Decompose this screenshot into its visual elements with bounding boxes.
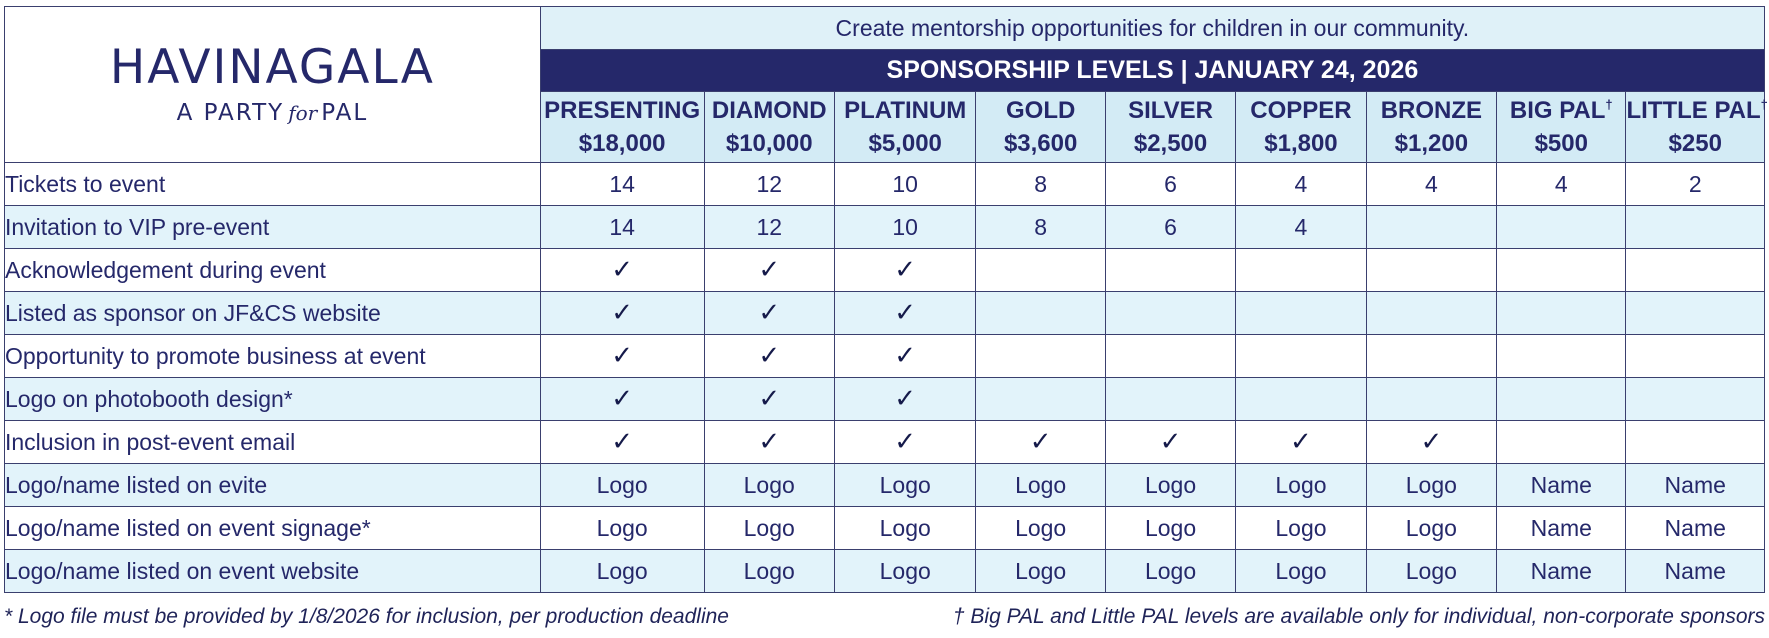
tier-name-text: BIG PAL: [1509, 97, 1606, 124]
benefit-cell: [1236, 550, 1366, 593]
tier-name: [1497, 94, 1625, 127]
benefit-cell: [704, 507, 834, 550]
benefit-cell: [1626, 249, 1765, 292]
logo-block: [5, 7, 541, 163]
benefit-cell: [704, 335, 834, 378]
benefit-cell: [1497, 206, 1626, 249]
benefit-cell: [1236, 378, 1366, 421]
checkmark-icon: ✓: [894, 255, 917, 285]
benefit-cell: [976, 507, 1105, 550]
checkmark-icon: ✓: [1029, 427, 1052, 457]
benefit-cell: [976, 464, 1105, 507]
benefit-cell: [834, 249, 976, 292]
benefit-value: Logo: [596, 557, 648, 584]
benefit-value: 4: [1424, 170, 1438, 197]
benefit-value: 6: [1164, 170, 1177, 197]
tier-name-text: LITTLE PAL: [1626, 97, 1761, 124]
benefit-row: [5, 378, 1765, 421]
dagger-mark: †: [1605, 97, 1613, 112]
benefit-value: 14: [609, 170, 635, 197]
benefit-cell: [1626, 550, 1765, 593]
tier-name: [541, 94, 704, 127]
benefit-cell: [1105, 292, 1235, 335]
benefit-value: Name: [1664, 471, 1726, 498]
tier-price: $3,600: [1003, 130, 1078, 157]
benefit-value: Name: [1530, 514, 1592, 541]
benefit-label: Opportunity to promote business at event: [5, 335, 541, 378]
checkmark-icon: ✓: [894, 427, 917, 457]
benefit-cell: [1366, 249, 1496, 292]
tier-header-presenting: [540, 92, 704, 163]
footnotes: [4, 605, 1765, 633]
tier-name: [1106, 94, 1235, 127]
tier-header-gold: [976, 92, 1105, 163]
tier-header-silver: [1105, 92, 1235, 163]
benefit-label: Logo/name listed on event website: [5, 550, 541, 593]
benefit-cell: [1626, 206, 1765, 249]
benefit-value: 2: [1688, 170, 1702, 197]
benefit-label: Listed as sponsor on JF&CS website: [5, 292, 541, 335]
logo-title: HAVINAGALA: [109, 39, 435, 95]
benefit-value: 4: [1554, 170, 1568, 197]
benefit-cell: [540, 206, 704, 249]
benefit-value: Logo: [1405, 514, 1457, 541]
benefit-cell: [704, 421, 834, 464]
benefit-cell: [704, 550, 834, 593]
benefit-row: [5, 249, 1765, 292]
benefit-cell: [834, 163, 976, 206]
benefit-cell: [1366, 550, 1496, 593]
benefit-value: Logo: [1144, 514, 1197, 541]
benefit-cell: [1105, 378, 1235, 421]
benefit-cell: [1236, 292, 1366, 335]
tier-header-bronze: [1366, 92, 1496, 163]
checkmark-icon: ✓: [1420, 427, 1443, 457]
benefit-label: Logo/name listed on evite: [5, 464, 541, 507]
benefit-cell: [834, 464, 976, 507]
benefit-value: Logo: [1015, 557, 1067, 584]
benefit-value: Name: [1664, 514, 1726, 541]
benefit-cell: [1497, 249, 1626, 292]
benefit-cell: [1497, 421, 1626, 464]
benefit-cell: [1497, 550, 1626, 593]
benefit-cell: [704, 206, 834, 249]
tier-price: $1,800: [1264, 130, 1338, 157]
benefit-cell: [1105, 206, 1235, 249]
benefit-value: Logo: [1015, 471, 1067, 498]
logo-sub-before: A PARTY: [176, 99, 285, 126]
checkmark-icon: ✓: [894, 384, 917, 414]
benefit-cell: [976, 292, 1105, 335]
benefit-cell: [1497, 335, 1626, 378]
benefit-cell: [1497, 292, 1626, 335]
checkmark-icon: ✓: [611, 384, 634, 414]
benefit-cell: [1626, 163, 1765, 206]
tier-name-text: PRESENTING: [544, 97, 701, 124]
benefit-cell: [1366, 292, 1496, 335]
benefit-cell: [1497, 464, 1626, 507]
benefit-row: [5, 292, 1765, 335]
benefit-cell: [1626, 378, 1765, 421]
tier-price: $10,000: [725, 130, 813, 157]
benefit-cell: [1105, 249, 1235, 292]
tagline: Create mentorship opportunities for children in our community.: [540, 7, 1764, 50]
benefit-cell: [976, 249, 1105, 292]
benefit-cell: [1497, 163, 1626, 206]
benefit-cell: [540, 421, 704, 464]
benefit-cell: [1366, 421, 1496, 464]
benefit-value: Logo: [596, 514, 648, 541]
benefit-cell: [834, 507, 976, 550]
benefit-cell: [1626, 292, 1765, 335]
benefit-cell: [1626, 421, 1765, 464]
benefit-cell: [1105, 421, 1235, 464]
benefit-value: Name: [1530, 557, 1592, 584]
benefit-value: 4: [1294, 170, 1308, 197]
benefit-value: Logo: [879, 514, 931, 541]
benefit-label: Inclusion in post-event email: [5, 421, 541, 464]
benefit-cell: [1366, 163, 1496, 206]
tier-header-platinum: [834, 92, 976, 163]
benefit-cell: [1366, 464, 1496, 507]
benefit-value: Logo: [879, 471, 931, 498]
benefit-value: Logo: [1144, 557, 1197, 584]
checkmark-icon: ✓: [1159, 427, 1182, 457]
logo-sub-for: for: [288, 100, 318, 125]
benefit-cell: [540, 292, 704, 335]
benefit-cell: [976, 550, 1105, 593]
benefit-cell: [1366, 507, 1496, 550]
benefit-label: Tickets to event: [5, 163, 541, 206]
benefit-value: Name: [1664, 557, 1726, 584]
benefit-value: Logo: [596, 471, 648, 498]
benefit-label: Acknowledgement during event: [5, 249, 541, 292]
benefit-value: 8: [1034, 170, 1048, 197]
checkmark-icon: ✓: [611, 427, 634, 457]
benefit-row: [5, 421, 1765, 464]
checkmark-icon: ✓: [758, 427, 781, 457]
benefit-cell: [1366, 378, 1496, 421]
benefit-cell: [1236, 335, 1366, 378]
benefit-cell: [1105, 550, 1235, 593]
benefit-value: 12: [756, 213, 783, 240]
benefit-value: 12: [756, 170, 783, 197]
benefit-cell: [834, 206, 976, 249]
tier-header-little-pal: [1626, 92, 1768, 163]
sponsorship-levels-title: SPONSORSHIP LEVELS | JANUARY 24, 2026: [540, 50, 1764, 92]
benefit-label: Invitation to VIP pre-event: [5, 206, 541, 249]
tier-name: [835, 94, 976, 127]
benefit-row: [5, 464, 1765, 507]
benefit-cell: [834, 292, 976, 335]
tier-name-text: DIAMOND: [711, 97, 827, 124]
tier-price: $250: [1668, 130, 1722, 157]
benefit-cell: [1236, 464, 1366, 507]
checkmark-icon: ✓: [611, 298, 634, 328]
tier-name: [1236, 94, 1365, 127]
benefit-cell: [540, 378, 704, 421]
tier-name: [705, 94, 834, 127]
benefit-row: [5, 335, 1765, 378]
benefit-row: [5, 163, 1765, 206]
benefit-cell: [976, 378, 1105, 421]
benefit-cell: [1626, 335, 1765, 378]
benefit-cell: [976, 163, 1105, 206]
tier-name: [976, 94, 1104, 127]
benefit-cell: [540, 507, 704, 550]
benefit-cell: [834, 335, 976, 378]
benefit-value: 14: [609, 213, 635, 240]
checkmark-icon: ✓: [758, 298, 781, 328]
benefit-value: Logo: [879, 557, 931, 584]
benefit-value: Logo: [743, 514, 795, 541]
benefit-value: 6: [1164, 213, 1177, 240]
tier-name-text: PLATINUM: [844, 97, 967, 124]
checkmark-icon: ✓: [611, 255, 634, 285]
benefit-cell: [976, 206, 1105, 249]
benefit-value: 10: [892, 170, 918, 197]
checkmark-icon: ✓: [758, 341, 781, 371]
benefit-cell: [1366, 335, 1496, 378]
benefit-cell: [540, 335, 704, 378]
benefit-label: Logo/name listed on event signage*: [5, 507, 541, 550]
benefit-cell: [540, 464, 704, 507]
benefit-cell: [976, 421, 1105, 464]
benefit-cell: [1236, 163, 1366, 206]
tier-price: $5,000: [868, 130, 942, 157]
benefit-label: Logo on photobooth design*: [5, 378, 541, 421]
benefit-cell: [704, 249, 834, 292]
benefit-value: 10: [892, 213, 918, 240]
benefit-value: 8: [1034, 213, 1048, 240]
tier-price: $18,000: [578, 130, 666, 157]
benefit-value: Logo: [1275, 514, 1327, 541]
tier-header-copper: [1236, 92, 1366, 163]
benefit-cell: [540, 249, 704, 292]
benefit-cell: [976, 335, 1105, 378]
tier-name-text: COPPER: [1250, 97, 1352, 124]
benefit-value: Logo: [743, 557, 795, 584]
tier-name-text: SILVER: [1128, 97, 1213, 124]
benefit-cell: [1236, 421, 1366, 464]
benefit-cell: [1626, 507, 1765, 550]
benefit-cell: [1105, 163, 1235, 206]
tier-name-text: BRONZE: [1380, 97, 1483, 124]
benefit-value: Logo: [1275, 557, 1327, 584]
checkmark-icon: ✓: [611, 341, 634, 371]
benefit-value: Logo: [1015, 514, 1067, 541]
tier-header-diamond: [704, 92, 834, 163]
checkmark-icon: ✓: [1290, 427, 1312, 457]
benefit-cell: [834, 550, 976, 593]
checkmark-icon: ✓: [894, 341, 917, 371]
benefit-cell: [834, 421, 976, 464]
dagger-mark: †: [1760, 97, 1768, 112]
benefit-cell: [704, 378, 834, 421]
benefit-cell: [1236, 507, 1366, 550]
benefit-cell: [834, 378, 976, 421]
tier-price: $1,200: [1394, 130, 1469, 157]
footnote-logo-deadline: * Logo file must be provided by 1/8/2026 for inclusion, per production deadline: [4, 605, 729, 628]
logo-subtitle: [5, 98, 540, 128]
benefit-row: [5, 550, 1765, 593]
benefit-cell: [1366, 206, 1496, 249]
benefit-cell: [704, 464, 834, 507]
benefit-cell: [1105, 464, 1235, 507]
benefit-row: [5, 206, 1765, 249]
benefit-cell: [540, 163, 704, 206]
benefit-value: Logo: [1275, 471, 1327, 498]
benefit-value: Name: [1530, 471, 1592, 498]
benefit-cell: [1105, 507, 1235, 550]
tier-price: $500: [1534, 130, 1588, 157]
sponsorship-sheet: [4, 6, 1768, 628]
benefit-cell: [540, 550, 704, 593]
benefit-cell: [1626, 464, 1765, 507]
benefit-value: Logo: [1405, 471, 1457, 498]
logo-sub-after: PAL: [321, 99, 369, 126]
checkmark-icon: ✓: [758, 255, 781, 285]
tier-price: $2,500: [1133, 130, 1208, 157]
checkmark-icon: ✓: [894, 298, 917, 328]
tier-name: [1367, 94, 1496, 127]
sponsorship-table: [4, 6, 1768, 593]
tier-header-big-pal: [1497, 92, 1626, 163]
benefit-cell: [704, 292, 834, 335]
benefit-cell: [704, 163, 834, 206]
benefit-value: Logo: [1144, 471, 1197, 498]
benefit-cell: [1236, 206, 1366, 249]
benefit-row: [5, 507, 1765, 550]
benefit-cell: [1497, 507, 1626, 550]
benefit-value: Logo: [743, 471, 795, 498]
benefit-cell: [1236, 249, 1366, 292]
footnote-pal-levels: † Big PAL and Little PAL levels are available only for individual, non-corporate sponsors: [952, 605, 1765, 628]
tier-name-text: GOLD: [1005, 97, 1076, 124]
benefit-cell: [1497, 378, 1626, 421]
benefit-value: Logo: [1405, 557, 1457, 584]
benefit-value: 4: [1294, 213, 1308, 240]
checkmark-icon: ✓: [758, 384, 781, 414]
tier-name: [1626, 94, 1768, 127]
benefit-cell: [1105, 335, 1235, 378]
